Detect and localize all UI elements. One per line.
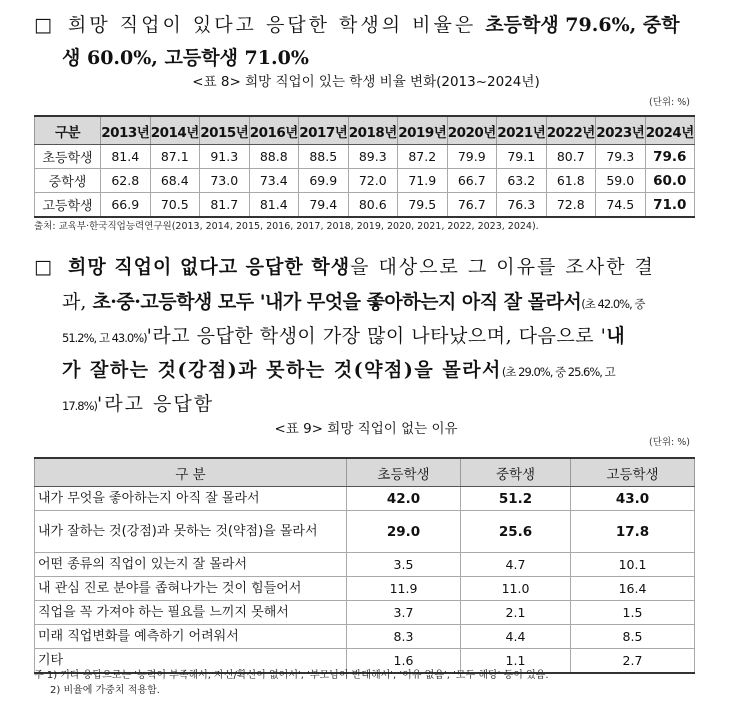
table9-cell: 43.0 bbox=[571, 487, 695, 511]
table8-row-label: 중학생 bbox=[35, 169, 101, 193]
table9-row-label: 내가 잘하는 것(강점)과 못하는 것(약점)을 몰라서 bbox=[35, 511, 347, 553]
table9-cell: 3.5 bbox=[347, 553, 461, 577]
table8-header-row bbox=[35, 116, 695, 145]
table9-row-label: 미래 직업변화를 예측하기 어려워서 bbox=[35, 625, 347, 649]
table8-row-label: 초등학생 bbox=[35, 145, 101, 169]
table8-cell-highlight: 79.6 bbox=[645, 145, 695, 169]
table8-cell: 81.4 bbox=[249, 193, 299, 218]
table8-cell: 80.7 bbox=[546, 145, 596, 169]
table8-year: 2013년 bbox=[101, 116, 151, 145]
table8-cell: 76.7 bbox=[447, 193, 497, 218]
table8-row-middle bbox=[35, 169, 695, 193]
section2-line3 bbox=[62, 321, 625, 348]
table9-row-label: 어떤 종류의 직업이 있는지 잘 몰라서 bbox=[35, 553, 347, 577]
table9-cell: 11.9 bbox=[347, 577, 461, 601]
table9-unit: (단위: %) bbox=[648, 437, 690, 448]
table8-cell: 79.1 bbox=[497, 145, 547, 169]
table8-cell: 79.3 bbox=[596, 145, 646, 169]
table9-cell: 16.4 bbox=[571, 577, 695, 601]
section1-line2 bbox=[62, 43, 309, 70]
table8-cell: 81.4 bbox=[101, 145, 151, 169]
table8-cell: 73.0 bbox=[200, 169, 250, 193]
table8-cell: 88.8 bbox=[249, 145, 299, 169]
table8-cell: 76.3 bbox=[497, 193, 547, 218]
section2-text-small: 17.8%) bbox=[62, 399, 98, 413]
section2-line1 bbox=[34, 252, 655, 279]
table8-cell: 71.9 bbox=[398, 169, 448, 193]
table9-cell: 4.4 bbox=[461, 625, 571, 649]
table8-row-high bbox=[35, 193, 695, 218]
table8 bbox=[34, 115, 695, 218]
table9-note-2: 2) 비율에 가중치 적용함. bbox=[50, 685, 160, 696]
table8-year: 2016년 bbox=[249, 116, 299, 145]
table-row bbox=[35, 487, 695, 511]
table-row bbox=[35, 511, 695, 553]
table8-year: 2023년 bbox=[596, 116, 646, 145]
table8-year: 2024년 bbox=[645, 116, 695, 145]
section2-text-bold: 초·중·고등학생 모두 '내가 무엇을 좋아하는지 아직 잘 몰라서 bbox=[92, 291, 582, 313]
table8-year: 2019년 bbox=[398, 116, 448, 145]
table8-cell: 80.6 bbox=[348, 193, 398, 218]
section1-text-bold-2: 생 60.0%, 고등학생 71.0% bbox=[62, 47, 309, 69]
table9-cell: 1.6 bbox=[347, 649, 461, 673]
table8-cell: 79.9 bbox=[447, 145, 497, 169]
table8-cell: 66.9 bbox=[101, 193, 151, 218]
section2-text-normal: '라고 응답한 학생이 가장 많이 나타났으며, 다음으로 ' bbox=[146, 325, 607, 347]
table9-header-row bbox=[35, 458, 695, 487]
table8-cell-highlight: 60.0 bbox=[645, 169, 695, 193]
table8-cell: 72.8 bbox=[546, 193, 596, 218]
table8-unit: (단위: %) bbox=[648, 97, 690, 108]
table8-caption: <표 8> 희망 직업이 있는 학생 비율 변화(2013~2024년) bbox=[192, 74, 540, 90]
table9-row-label: 내가 무엇을 좋아하는지 아직 잘 몰라서 bbox=[35, 487, 347, 511]
table9-cell: 17.8 bbox=[571, 511, 695, 553]
table8-cell: 74.5 bbox=[596, 193, 646, 218]
table9-row-label: 내 관심 진로 분야를 좁혀나가는 것이 힘들어서 bbox=[35, 577, 347, 601]
section2-text-small: (초 42.0%, 중 bbox=[581, 297, 645, 311]
section2-line5 bbox=[62, 389, 214, 416]
table8-cell: 72.0 bbox=[348, 169, 398, 193]
table9-note-1: 주 1) 기타 응답으로는 '능력이 부족해서, 자신/확신이 없어서', '부모님이 반대해서', '이유 없음', '모두 해당' 등이 있음. bbox=[34, 670, 549, 681]
table8-cell: 73.4 bbox=[249, 169, 299, 193]
section1-text-normal: 희망 직업이 있다고 응답한 학생의 비율은 bbox=[68, 14, 486, 36]
section2-text-small: (초 29.0%, 중 25.6%, 고 bbox=[501, 365, 615, 379]
table8-year: 2021년 bbox=[497, 116, 547, 145]
table9-cell: 4.7 bbox=[461, 553, 571, 577]
table8-cell: 63.2 bbox=[497, 169, 547, 193]
table8-cell: 69.9 bbox=[299, 169, 349, 193]
bullet-box: □ bbox=[34, 256, 52, 278]
section2-text-normal: 을 대상으로 그 이유를 조사한 결 bbox=[350, 256, 655, 278]
section2-text-normal: '라고 응답함 bbox=[97, 393, 215, 415]
table8-row-elementary bbox=[35, 145, 695, 169]
table8-header-label: 구분 bbox=[35, 116, 101, 145]
table9-cell: 1.5 bbox=[571, 601, 695, 625]
table8-year: 2015년 bbox=[200, 116, 250, 145]
section2-line2 bbox=[62, 287, 645, 314]
table8-cell: 91.3 bbox=[200, 145, 250, 169]
section2-text-normal: 과, bbox=[62, 291, 93, 313]
table8-cell: 79.5 bbox=[398, 193, 448, 218]
table9-cell: 42.0 bbox=[347, 487, 461, 511]
section2-line4 bbox=[62, 355, 615, 382]
table9-row-label: 직업을 꼭 가져야 하는 필요를 느끼지 못해서 bbox=[35, 601, 347, 625]
section2-text-bold: 가 잘하는 것(강점)과 못하는 것(약점)을 몰라서 bbox=[62, 359, 502, 381]
table9-col-header: 중학생 bbox=[461, 458, 571, 487]
table9-cell: 25.6 bbox=[461, 511, 571, 553]
table9-col-header: 초등학생 bbox=[347, 458, 461, 487]
table9-cell: 51.2 bbox=[461, 487, 571, 511]
table8-cell: 62.8 bbox=[101, 169, 151, 193]
table9-cell: 1.1 bbox=[461, 649, 571, 673]
section2-text-bold: 희망 직업이 없다고 응답한 학생 bbox=[68, 256, 351, 278]
table8-cell: 87.1 bbox=[150, 145, 200, 169]
section2-text-bold: 내 bbox=[606, 325, 625, 347]
table-row bbox=[35, 601, 695, 625]
table9-cell: 8.5 bbox=[571, 625, 695, 649]
section1-line1 bbox=[34, 10, 680, 37]
section2-text-small: 51.2%, 고 43.0%) bbox=[62, 331, 147, 345]
table8-cell: 81.7 bbox=[200, 193, 250, 218]
table8-year: 2017년 bbox=[299, 116, 349, 145]
table9-header-label: 구 분 bbox=[35, 458, 347, 487]
table-row bbox=[35, 553, 695, 577]
table8-year: 2022년 bbox=[546, 116, 596, 145]
table-row bbox=[35, 625, 695, 649]
table9-cell: 3.7 bbox=[347, 601, 461, 625]
table9-caption: <표 9> 희망 직업이 없는 이유 bbox=[274, 421, 458, 437]
table8-row-label: 고등학생 bbox=[35, 193, 101, 218]
table8-cell: 89.3 bbox=[348, 145, 398, 169]
table9-cell: 2.1 bbox=[461, 601, 571, 625]
table9-cell: 29.0 bbox=[347, 511, 461, 553]
table8-year: 2014년 bbox=[150, 116, 200, 145]
table9-cell: 8.3 bbox=[347, 625, 461, 649]
table8-source: 출처: 교육부·한국직업능력연구원(2013, 2014, 2015, 2016, 2017, 2018, 2019, 2020, 2021, 2022, 2023, 2024). bbox=[34, 221, 539, 232]
table9-cell: 10.1 bbox=[571, 553, 695, 577]
table8-cell: 61.8 bbox=[546, 169, 596, 193]
section1-text-bold: 초등학생 79.6%, 중학 bbox=[485, 14, 680, 36]
bullet-box: □ bbox=[34, 14, 52, 36]
table9-cell: 2.7 bbox=[571, 649, 695, 673]
table8-cell: 79.4 bbox=[299, 193, 349, 218]
table-row bbox=[35, 577, 695, 601]
table8-cell: 88.5 bbox=[299, 145, 349, 169]
table8-cell: 59.0 bbox=[596, 169, 646, 193]
table8-cell: 68.4 bbox=[150, 169, 200, 193]
table9-cell: 11.0 bbox=[461, 577, 571, 601]
table9-col-header: 고등학생 bbox=[571, 458, 695, 487]
table9-row-label: 기타 bbox=[35, 649, 347, 673]
table8-cell-highlight: 71.0 bbox=[645, 193, 695, 218]
table8-cell: 87.2 bbox=[398, 145, 448, 169]
table8-cell: 70.5 bbox=[150, 193, 200, 218]
table8-year: 2018년 bbox=[348, 116, 398, 145]
table8-cell: 66.7 bbox=[447, 169, 497, 193]
table8-year: 2020년 bbox=[447, 116, 497, 145]
table9 bbox=[34, 457, 695, 674]
